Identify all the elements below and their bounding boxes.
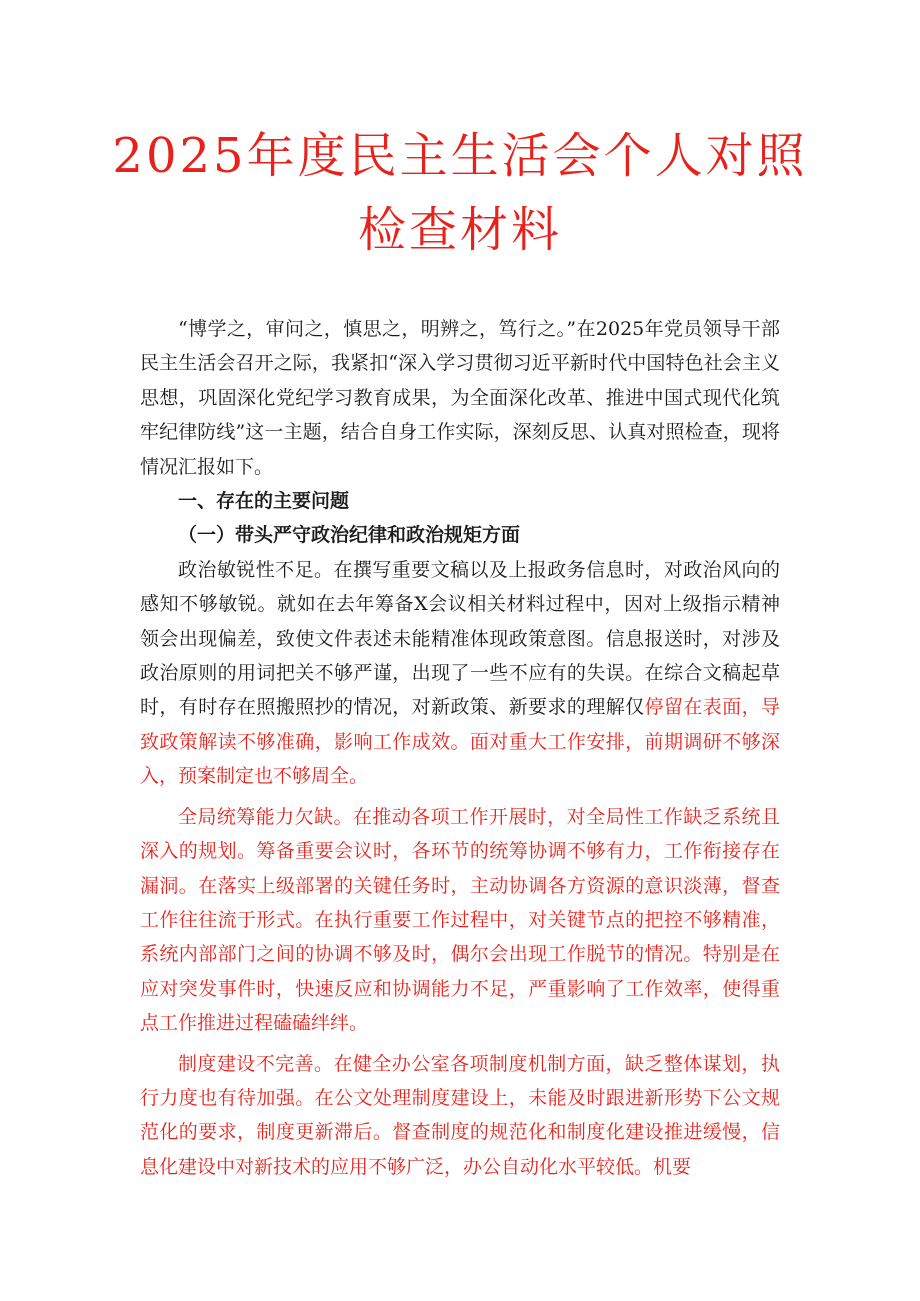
document-title-line2: 检查材料 [357, 202, 562, 258]
paragraph-overall-planning: 全局统筹能力欠缺。在推动各项工作开展时，对全局性工作缺乏系统且深入的规划。筹备重要会议时，各环节的统筹协调不够有力，工作衔接存在漏洞。在落实上级部署的关键任务时，主动协调各方资源的意识淡薄，督查工作往往流于形式。在执行重要工作过程中，对关键节点的把控不够精准，系统内部部门之间的协调不够及时，偶尔会出现工作脱节的情况。特别是在应对突发事件时，快速反应和协调能力不足，严重影响了工作效率，使得重点工作推进过程磕磕绊绊。 [140, 805, 780, 1035]
intro-paragraph: “博学之，审问之，慎思之，明辨之，笃行之。”在2025年党员领导干部民主生活会召开之际，我紧扣“深入学习贯彻习近平新时代中国特色社会主义思想，巩固深化党纪学习教育成果，为全面深化改革、推进中国式现代化筑牢纪律防线”这一主题，结合自身工作实际，深刻反思、认真对照检查，现将情况汇报如下。 [140, 318, 780, 478]
paragraph-system-building: 制度建设不完善。在健全办公室各项制度机制方面，缺乏整体谋划，执行力度也有待加强。在公文处理制度建设上，未能及时跟进新形势下公文规范化的要求，制度更新滞后。督查制度的规范化和制度化建设推进缓慢，信息化建设中对新技术的应用不够广泛，办公自动化水平较低。机要 [140, 1052, 780, 1178]
section-heading: 一、存在的主要问题 [178, 490, 350, 513]
paragraph-text-black: 政治敏锐性不足。在撰写重要文稿以及上报政务信息时，对政治风向的感知不够敏锐。就如在去年筹备X会议相关材料过程中，因对上级指示精神领会出现偏差，致使文件表述未能精准体现政策意图。信息报送时，对涉及政治原则的用词把关不够严谨，出现了一些不应有的失误。在综合文稿起草时，有时存在照搬照抄的情况，对新政策、新要求的理解仅 [140, 558, 780, 719]
document-title-line1: 2025年度民主生活会个人对照 [112, 128, 808, 184]
paragraph-text-red: 停留在表面，导致政策解读不够准确，影响工作成效。面对重大工作安排，前期调研不够深入，预案制定也不够周全。 [140, 696, 780, 788]
document-body [140, 312, 780, 1184]
subsection-heading: （一）带头严守政治纪律和政治规矩方面 [178, 524, 521, 547]
paragraph-political-sensitivity [140, 553, 780, 794]
